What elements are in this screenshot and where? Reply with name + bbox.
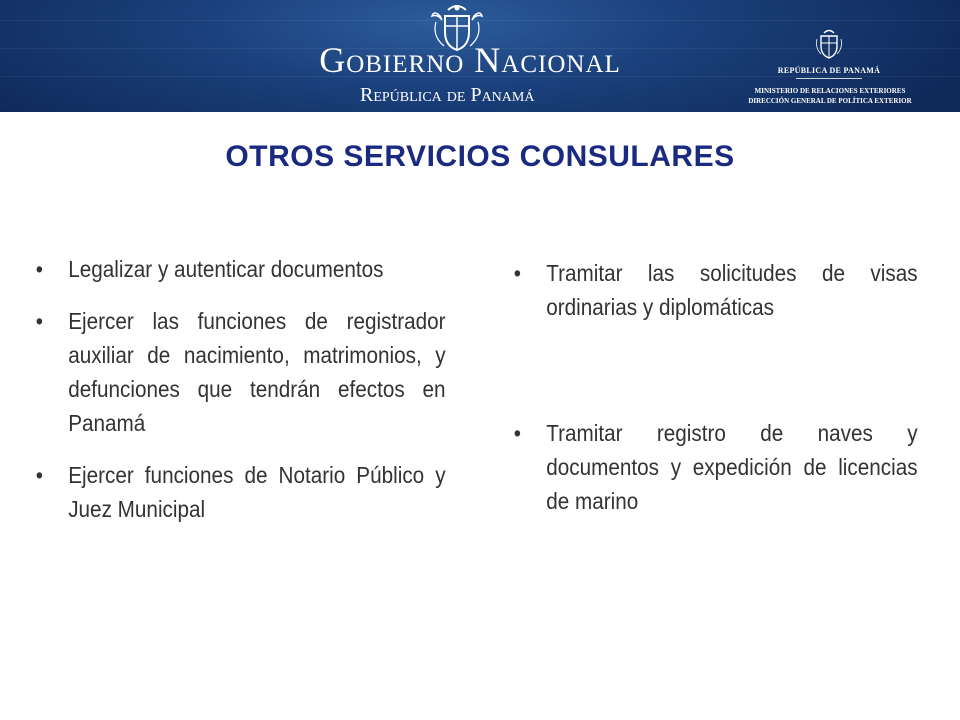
header-banner (0, 0, 960, 112)
page-title: OTROS SERVICIOS CONSULARES (225, 140, 735, 173)
list-item: • Legalizar y autenticar documentos (34, 252, 446, 286)
government-subtitle: República de Panamá (360, 84, 535, 106)
list-item: • Ejercer las funciones de registrador auxiliar de nacimiento, matrimonios, y defunciones que tendrán efectos en Panamá (34, 304, 446, 440)
government-title: Gobierno Nacional (319, 40, 621, 80)
ministry-label: MINISTERIO DE RELACIONES EXTERIORES (754, 87, 906, 95)
list-item: • Ejercer funciones de Notario Público y Juez Municipal (34, 458, 446, 526)
right-service-list (512, 256, 918, 518)
directorate-label: DIRECCIÓN GENERAL DE POLÍTICA EXTERIOR (748, 97, 912, 105)
list-item: • Tramitar las solicitudes de visas ordinarias y diplomáticas (512, 256, 918, 324)
list-item: • Tramitar registro de naves y documentos y expedición de licencias de marino (512, 416, 918, 518)
header-divider (796, 78, 862, 79)
republic-label: REPÚBLICA DE PANAMÁ (777, 66, 881, 75)
left-service-list (34, 252, 446, 544)
coat-of-arms-icon (814, 28, 844, 60)
